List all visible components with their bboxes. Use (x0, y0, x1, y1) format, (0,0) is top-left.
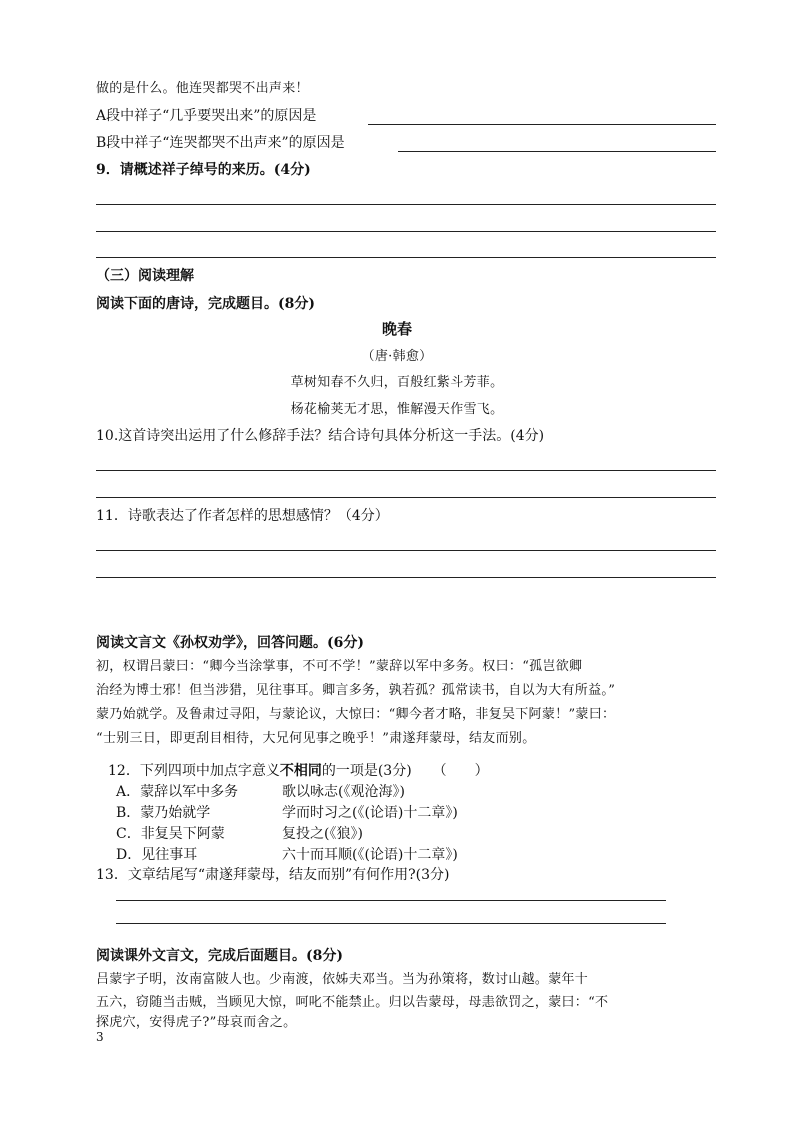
option-d-left[interactable]: D．见往事耳 (116, 847, 198, 863)
classical-para-line-4: “士别三日，即更刮目相待，大兄何见事之晚乎！”肃遂拜蒙母，结友而别。 (96, 731, 536, 746)
question-13: 13．文章结尾写“肃遂拜蒙母，结友而别”有何作用?(3分) (96, 867, 450, 883)
answer-line-9-1[interactable] (96, 204, 716, 205)
question-11: 11．诗歌表达了作者怎样的思想感情？（4分） (96, 508, 389, 524)
option-b-right: 学而时习之(《(论语)十二章》) (282, 805, 458, 821)
option-a-right: 歌以咏志(《观沧海》) (282, 784, 405, 800)
answer-line-11-2[interactable] (96, 577, 716, 578)
option-d-right: 六十而耳顺(《(论语)十二章》) (282, 847, 458, 863)
poem-line-1: 草树知春不久归，百般红紫斗芳菲。 (290, 375, 504, 390)
classical-para-line-2: 治经为博士邪！但当涉猎，见往事耳。卿言多务，孰若孤？孤常读书，自以为大有所益。” (96, 683, 616, 698)
question-12-emphasis: 不相同 (279, 763, 322, 779)
option-b-left[interactable]: B．蒙乃始就学 (116, 805, 211, 821)
answer-line-9-2[interactable] (96, 231, 716, 232)
section-heading: （三）阅读理解 (96, 268, 194, 284)
extra-intro: 阅读课外文言文，完成后面题目。(8分) (96, 948, 343, 964)
question-b-line: B段中祥子“连哭都哭不出声来”的原因是 (96, 135, 345, 151)
classical-intro: 阅读文言文《孙权劝学》，回答问题。(6分) (96, 635, 364, 651)
answer-line-b[interactable] (398, 151, 716, 152)
poem-line-2: 杨花榆荚无才思，惟解漫天作雪飞。 (290, 402, 504, 417)
poem-title: 晚春 (381, 320, 412, 338)
classical-para-line-3: 蒙乃始就学。及鲁肃过寻阳，与蒙论议，大惊曰：“卿今者才略，非复吴下阿蒙！”蒙曰： (96, 707, 616, 722)
page-number: 3 (96, 1030, 104, 1044)
answer-line-11-1[interactable] (96, 550, 716, 551)
question-a-line: A段中祥子“几乎要哭出来”的原因是 (96, 108, 317, 124)
answer-line-10-1[interactable] (96, 470, 716, 471)
answer-line-a[interactable] (368, 124, 716, 125)
answer-line-9-3[interactable] (96, 257, 716, 258)
option-c-right: 复投之(《狼》) (282, 826, 363, 842)
extra-para-line-3: 探虎穴，安得虎子?”母哀而舍之。 (96, 1015, 297, 1030)
question-12 (108, 762, 489, 780)
option-a-left[interactable]: A．蒙辞以军中多务 (116, 784, 239, 800)
classical-para-line-1: 初，权谓吕蒙曰：“卿今当涂掌事，不可不学！”蒙辞以军中多务。权曰：“孤岂欲卿 (96, 659, 583, 674)
answer-line-10-2[interactable] (96, 497, 716, 498)
answer-line-13-1[interactable] (116, 900, 666, 901)
question-9: 9．请概述祥子绰号的来历。(4分) (96, 162, 311, 178)
extra-para-line-2: 五六，窃随当击贼，当顾见大惊，呵叱不能禁止。归以告蒙母，母恚欲罚之，蒙曰：“不 (96, 995, 609, 1010)
poem-author: （唐·韩愈） (361, 349, 433, 364)
continuation-line: 做的是什么。他连哭都哭不出声来！ (96, 81, 309, 96)
question-10: 10.这首诗突出运用了什么修辞手法？结合诗句具体分析这一手法。(4分) (96, 428, 545, 444)
poem-intro: 阅读下面的唐诗，完成题目。(8分) (96, 296, 315, 312)
answer-line-13-2[interactable] (116, 923, 666, 924)
question-12-suffix: 的一项是(3分) （ ） (321, 763, 489, 779)
option-c-left[interactable]: C．非复吴下阿蒙 (116, 826, 225, 842)
question-12-prefix: 12．下列四项中加点字意义 (108, 763, 280, 779)
extra-para-line-1: 吕蒙字子明，汝南富陂人也。少南渡，依姊夫邓当。当为孙策将，数讨山越。蒙年十 (96, 972, 589, 987)
